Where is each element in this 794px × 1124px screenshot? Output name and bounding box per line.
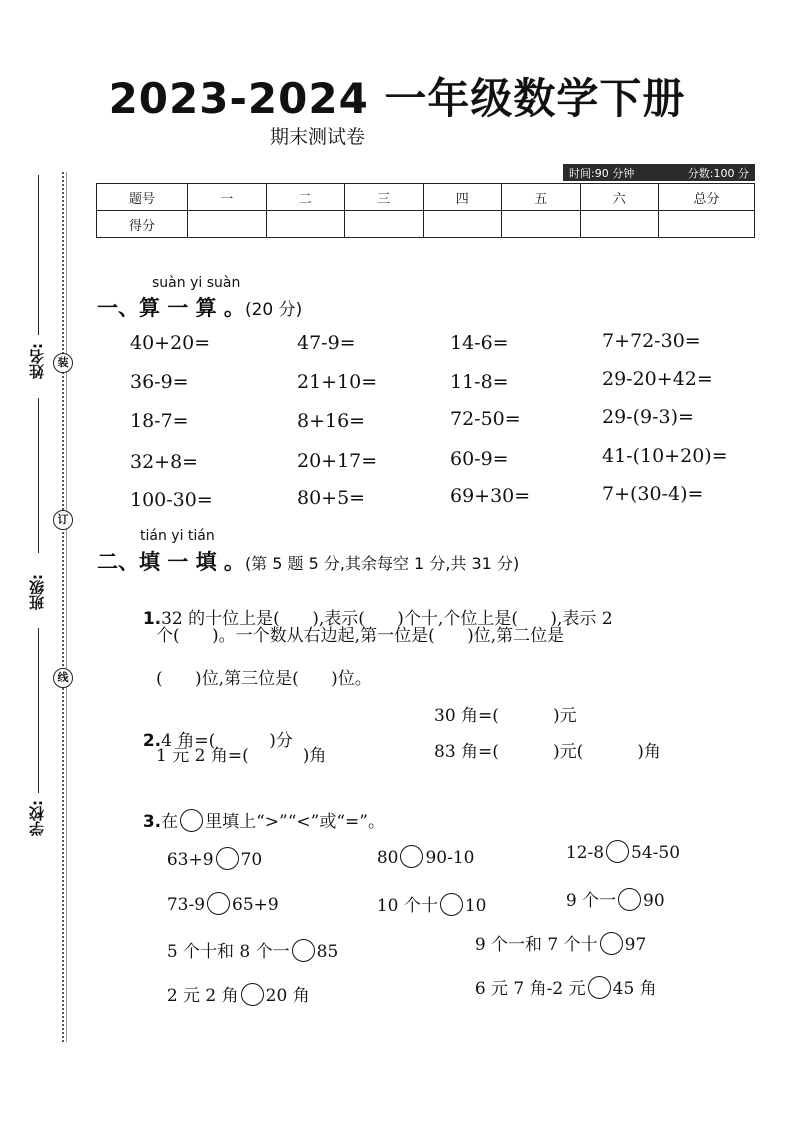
question-text: 32 的十位上是( ),表示( )个十,个位上是( ),表示 2	[161, 609, 613, 629]
score-table	[96, 183, 755, 238]
exam-time: 时间:90 分钟	[569, 166, 635, 180]
table-cell: 三	[345, 184, 424, 211]
compare-item	[555, 866, 665, 913]
compare-circle[interactable]	[440, 893, 463, 916]
compare-right: 90	[643, 891, 665, 911]
page-title: 2023-2024 一年级数学下册	[108, 74, 686, 123]
compare-right: 45 角	[612, 979, 657, 999]
calc-item: 41-(10+20)=	[602, 445, 728, 467]
section2-pinyin: tián yi tián	[140, 528, 215, 544]
compare-item	[156, 874, 279, 917]
compare-right: 70	[240, 850, 263, 870]
question-2-part-d: 83 角=( )元( )角	[434, 742, 661, 762]
calc-item: 7+(30-4)=	[602, 483, 704, 505]
compare-circle[interactable]	[588, 976, 611, 999]
compare-item	[555, 822, 680, 865]
section1-pinyin: suàn yi suàn	[152, 275, 241, 291]
calc-item: 29-20+42=	[602, 368, 713, 390]
score-cell[interactable]	[188, 211, 267, 238]
calc-item: 69+30=	[450, 485, 531, 507]
calc-item: 20+17=	[297, 450, 378, 472]
compare-circle[interactable]	[216, 847, 239, 870]
class-fill-line[interactable]	[38, 628, 39, 793]
page-subtitle: 期末测试卷	[270, 126, 366, 148]
section1-heading	[97, 292, 302, 322]
compare-item	[156, 961, 310, 1008]
compare-item	[366, 827, 474, 870]
name-label: 姓名:	[28, 343, 46, 379]
compare-item	[464, 954, 657, 1001]
score-table-header-row	[97, 184, 755, 211]
compare-circle[interactable]	[618, 888, 641, 911]
score-table-score-row	[97, 211, 755, 238]
compare-item	[156, 829, 262, 872]
calc-item: 11-8=	[450, 371, 509, 393]
table-cell: 四	[423, 184, 502, 211]
exam-score: 分数:100 分	[687, 166, 749, 180]
compare-left: 9 个一和 7 个十	[474, 935, 598, 955]
calc-item: 8+16=	[297, 410, 366, 432]
question-number: 1.	[142, 609, 162, 629]
question-2-part-c: 1 元 2 角=( )角	[156, 746, 327, 766]
compare-left: 12-8	[565, 843, 605, 863]
section2-title: 二、填 一 填 。	[97, 550, 245, 574]
score-cell[interactable]	[423, 211, 502, 238]
school-label: 学校:	[28, 800, 46, 836]
compare-circle[interactable]	[292, 939, 315, 962]
binding-seal: 装	[53, 353, 73, 373]
compare-right: 97	[624, 935, 647, 955]
question-text: 4 角=( )分	[161, 731, 293, 751]
compare-circle[interactable]	[400, 845, 423, 868]
compare-circle[interactable]	[606, 840, 629, 863]
section2-heading	[97, 546, 519, 576]
question-1-line-3: ( )位,第三位是( )位。	[156, 669, 372, 689]
compare-right: 10	[464, 896, 487, 916]
question-1-line-2: 个( )。一个数从右边起,第一位是( )位,第二位是	[156, 626, 565, 646]
table-cell: 总分	[659, 184, 755, 211]
question-text: 里填上“>”“<”或“=”。	[205, 812, 385, 832]
compare-right: 90-10	[425, 848, 475, 868]
calc-item: 14-6=	[450, 332, 509, 354]
table-cell: 五	[502, 184, 581, 211]
question-text: 在	[161, 812, 179, 832]
calc-item: 80+5=	[297, 487, 366, 509]
question-2-part-b: 30 角=( )元	[434, 706, 577, 726]
compare-right: 20 角	[265, 986, 310, 1006]
score-cell[interactable]	[502, 211, 581, 238]
calc-item: 32+8=	[130, 451, 199, 473]
calc-item: 36-9=	[130, 371, 189, 393]
calc-item: 21+10=	[297, 371, 378, 393]
compare-item	[464, 910, 646, 957]
question-3-instruction	[132, 787, 385, 834]
score-cell[interactable]	[580, 211, 659, 238]
compare-right: 65+9	[232, 895, 279, 915]
binding-solid-line	[66, 172, 67, 1042]
compare-circle[interactable]	[600, 932, 623, 955]
compare-left: 73-9	[166, 895, 206, 915]
table-cell: 一	[188, 184, 267, 211]
compare-left: 63+9	[166, 850, 214, 870]
compare-right: 85	[316, 942, 339, 962]
section1-title: 一、算 一 算 。	[97, 296, 245, 320]
table-cell: 六	[580, 184, 659, 211]
table-cell: 得分	[97, 211, 188, 238]
compare-circle[interactable]	[207, 892, 230, 915]
compare-left: 5 个十和 8 个一	[166, 942, 290, 962]
score-cell[interactable]	[345, 211, 424, 238]
compare-circle[interactable]	[241, 983, 264, 1006]
calc-item: 60-9=	[450, 448, 509, 470]
compare-right: 54-50	[631, 843, 681, 863]
calc-item: 40+20=	[130, 332, 211, 354]
class-label: 班级:	[28, 574, 46, 610]
compare-left: 10 个十	[376, 896, 438, 916]
calc-item: 100-30=	[130, 489, 213, 511]
section1-score: (20 分)	[244, 300, 303, 320]
compare-left: 9 个一	[565, 891, 617, 911]
exam-info-bar	[563, 164, 755, 181]
calc-item: 7+72-30=	[602, 330, 701, 352]
table-cell: 二	[266, 184, 345, 211]
compare-left: 2 元 2 角	[166, 986, 239, 1006]
name-fill-line[interactable]	[38, 175, 39, 335]
compare-left: 6 元 7 角-2 元	[474, 979, 586, 999]
score-cell[interactable]	[659, 211, 755, 238]
calc-item: 18-7=	[130, 410, 189, 432]
binding-seal: 订	[53, 510, 73, 530]
binding-dotted-line	[62, 172, 64, 1042]
binding-seal: 线	[53, 668, 73, 688]
table-cell: 题号	[97, 184, 188, 211]
section2-score: (第 5 题 5 分,其余每空 1 分,共 31 分)	[244, 554, 520, 573]
calc-item: 72-50=	[450, 408, 521, 430]
name-fill-line-lower[interactable]	[38, 398, 39, 553]
compare-item	[156, 917, 338, 964]
score-cell[interactable]	[266, 211, 345, 238]
calc-item: 47-9=	[297, 332, 356, 354]
calc-item: 29-(9-3)=	[602, 406, 694, 428]
question-number: 3.	[142, 812, 162, 832]
question-number: 2.	[142, 731, 162, 751]
compare-left: 80	[376, 848, 399, 868]
